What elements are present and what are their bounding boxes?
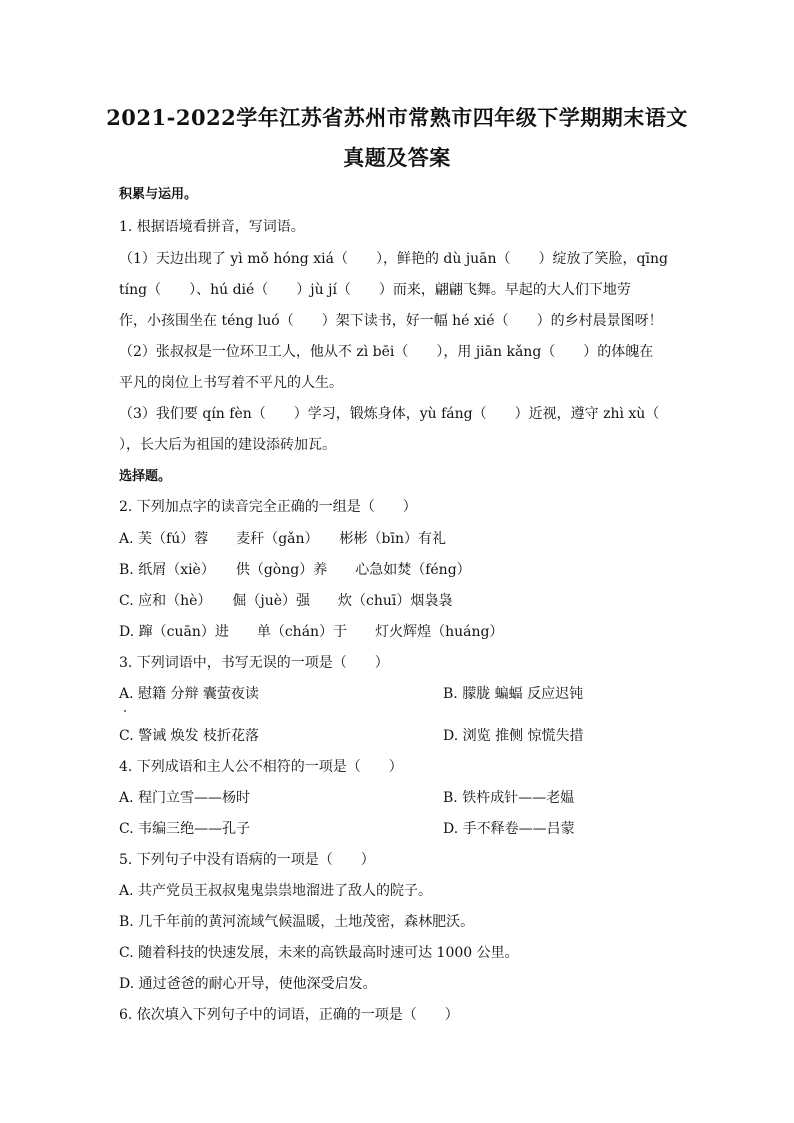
question-3-option-a: A. 慰籍 分辩 囊萤夜读 [119, 686, 259, 702]
question-4-option-c: C. 韦编三绝——孔子 [119, 821, 251, 837]
decorative-dot [124, 710, 126, 712]
question-3-option-b: B. 朦胧 蝙蝠 反应迟钝 [443, 686, 584, 702]
question-1-line: 作，小孩围坐在 téng luó（ ）架下读书，好一幅 hé xié（ ）的乡村晨景图呀！ [119, 313, 663, 329]
document-title-line2: 真题及答案 [343, 145, 451, 170]
question-3-option-c: C. 警诫 焕发 枝折花落 [119, 728, 260, 744]
question-2-option-a: A. 芙（fú）蓉 麦秆（gǎn） 彬彬（bīn）有礼 [119, 531, 446, 547]
question-5-option-a: A. 共产党员王叔叔鬼鬼祟祟地溜进了敌人的院子。 [119, 883, 433, 899]
question-2-option-d: D. 蹿（cuān）进 单（chán）于 灯火辉煌（huáng） [119, 624, 504, 640]
question-1-line: （2）张叔叔是一位环卫工人，他从不 zì bēi（ ），用 jiān kǎng（ ）的体魄在 [119, 344, 654, 360]
question-1-line: 平凡的岗位上书写着不平凡的人生。 [119, 375, 343, 391]
question-4-option-b: B. 铁杵成针——老媪 [443, 790, 575, 806]
document-title-line1: 2021-2022学年江苏省苏州市常熟市四年级下学期期末语文 [106, 105, 688, 130]
question-4-option-d: D. 手不释卷——吕蒙 [443, 821, 575, 837]
question-2-stem: 2. 下列加点字的读音完全正确的一组是（ ） [119, 499, 417, 515]
question-1-line: ），长大后为祖国的建设添砖加瓦。 [119, 437, 336, 453]
question-2-option-c: C. 应和（hè） 倔（juè）强 炊（chuī）烟袅袅 [119, 593, 453, 609]
question-1-line: tíng（ ）、hú dié（ ）jù jí（ ）而来，翩翩飞舞。早起的大人们下地劳 [119, 282, 631, 298]
question-5-stem: 5. 下列句子中没有语病的一项是（ ） [119, 852, 375, 868]
question-3-option-d: D. 浏览 推侧 惊慌失措 [443, 728, 584, 744]
question-5-option-d: D. 通过爸爸的耐心开导，使他深受启发。 [119, 976, 377, 992]
question-1-stem: 1. 根据语境看拼音，写词语。 [119, 219, 305, 235]
question-6-stem: 6. 依次填入下列句子中的词语，正确的一项是（ ） [119, 1007, 459, 1023]
question-2-option-b: B. 纸屑（xiè） 供（gòng）养 心急如焚（féng） [119, 562, 471, 578]
question-3-stem: 3. 下列词语中，书写无误的一项是（ ） [119, 655, 389, 671]
question-4-option-a: A. 程门立雪——杨时 [119, 790, 251, 806]
section-heading-accumulation: 积累与运用。 [119, 187, 198, 202]
question-5-option-b: B. 几千年前的黄河流域气候温暖，土地茂密，森林肥沃。 [119, 914, 475, 930]
question-5-option-c: C. 随着科技的快速发展，未来的高铁最高时速可达 1000 公里。 [119, 945, 519, 961]
section-heading-choice: 选择题。 [119, 469, 172, 484]
question-1-line: （3）我们要 qín fèn（ ）学习，锻炼身体，yù fáng（ ）近视，遵守 zhì xù（ [119, 406, 660, 422]
question-1-line: （1）天边出现了 yì mǒ hóng xiá（ ），鲜艳的 dù juān（ ）绽放了笑脸，qīng [119, 251, 668, 267]
question-4-stem: 4. 下列成语和主人公不相符的一项是（ ） [119, 759, 403, 775]
